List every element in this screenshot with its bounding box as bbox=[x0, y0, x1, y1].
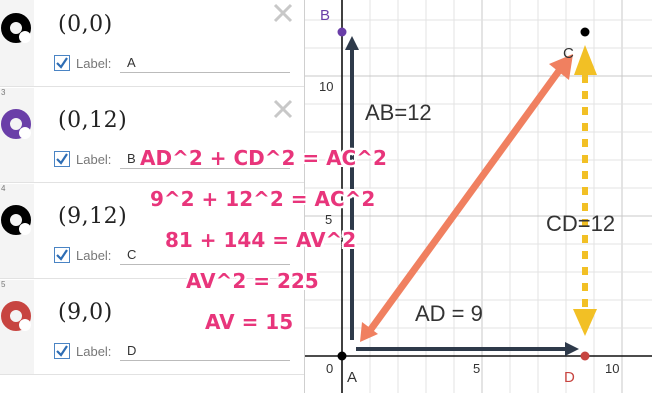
label-checkbox[interactable] bbox=[54, 247, 70, 263]
expression-index: 4 bbox=[0, 184, 34, 278]
expression-item-a[interactable] bbox=[0, 0, 304, 87]
point-color-icon[interactable] bbox=[1, 13, 31, 43]
point-label-a: A bbox=[347, 369, 358, 386]
label-input[interactable]: D bbox=[120, 341, 290, 361]
point-label-d: D bbox=[564, 369, 575, 386]
equation-line-4: AV^2 = 225 bbox=[186, 269, 319, 293]
expression-formula[interactable]: (0,12) bbox=[58, 108, 128, 133]
point-label-b: B bbox=[320, 7, 331, 24]
point-color-icon[interactable] bbox=[1, 109, 31, 139]
equation-line-5: AV = 15 bbox=[205, 310, 294, 334]
x-tick-5: 5 bbox=[473, 361, 481, 376]
close-icon[interactable] bbox=[270, 0, 296, 26]
equation-line-1: AD^2 + CD^2 = AC^2 bbox=[140, 146, 387, 170]
close-icon[interactable] bbox=[270, 96, 296, 122]
label-input[interactable]: B bbox=[120, 149, 290, 169]
y-tick-10: 10 bbox=[319, 79, 334, 94]
point-color-icon[interactable] bbox=[1, 301, 31, 331]
arrow-cd bbox=[573, 45, 597, 336]
equation-line-3: 81 + 144 = AV^2 bbox=[165, 228, 357, 252]
expression-index: 3 bbox=[0, 88, 34, 182]
point-c[interactable] bbox=[581, 28, 590, 37]
arrow-ac bbox=[360, 54, 573, 342]
expression-formula[interactable]: (9,12) bbox=[58, 204, 128, 229]
arrow-ad bbox=[356, 342, 579, 356]
label-caption: Label: bbox=[76, 248, 112, 263]
label-checkbox[interactable] bbox=[54, 55, 70, 71]
annotation-ab: AB=12 bbox=[365, 100, 432, 125]
label-input[interactable]: A bbox=[120, 53, 290, 73]
point-a[interactable] bbox=[338, 352, 347, 361]
annotation-cd: CD=12 bbox=[546, 211, 616, 236]
point-d[interactable] bbox=[581, 352, 590, 361]
annotation-ad: AD = 9 bbox=[415, 301, 483, 326]
x-tick-0: 0 bbox=[326, 361, 334, 376]
label-checkbox[interactable] bbox=[54, 343, 70, 359]
label-caption: Label: bbox=[76, 152, 112, 167]
point-b[interactable] bbox=[338, 28, 347, 37]
label-caption: Label: bbox=[76, 344, 112, 359]
x-tick-10: 10 bbox=[605, 361, 620, 376]
point-label-c: C bbox=[563, 45, 574, 62]
label-checkbox[interactable] bbox=[54, 151, 70, 167]
expression-formula[interactable]: (0,0) bbox=[58, 12, 113, 37]
expression-formula[interactable]: (9,0) bbox=[58, 300, 113, 325]
y-tick-5: 5 bbox=[325, 212, 333, 227]
label-input[interactable]: C bbox=[120, 245, 290, 265]
expression-index: 5 bbox=[0, 280, 34, 374]
equation-line-2: 9^2 + 12^2 = AC^2 bbox=[150, 187, 376, 211]
point-color-icon[interactable] bbox=[1, 205, 31, 235]
label-caption: Label: bbox=[76, 56, 112, 71]
